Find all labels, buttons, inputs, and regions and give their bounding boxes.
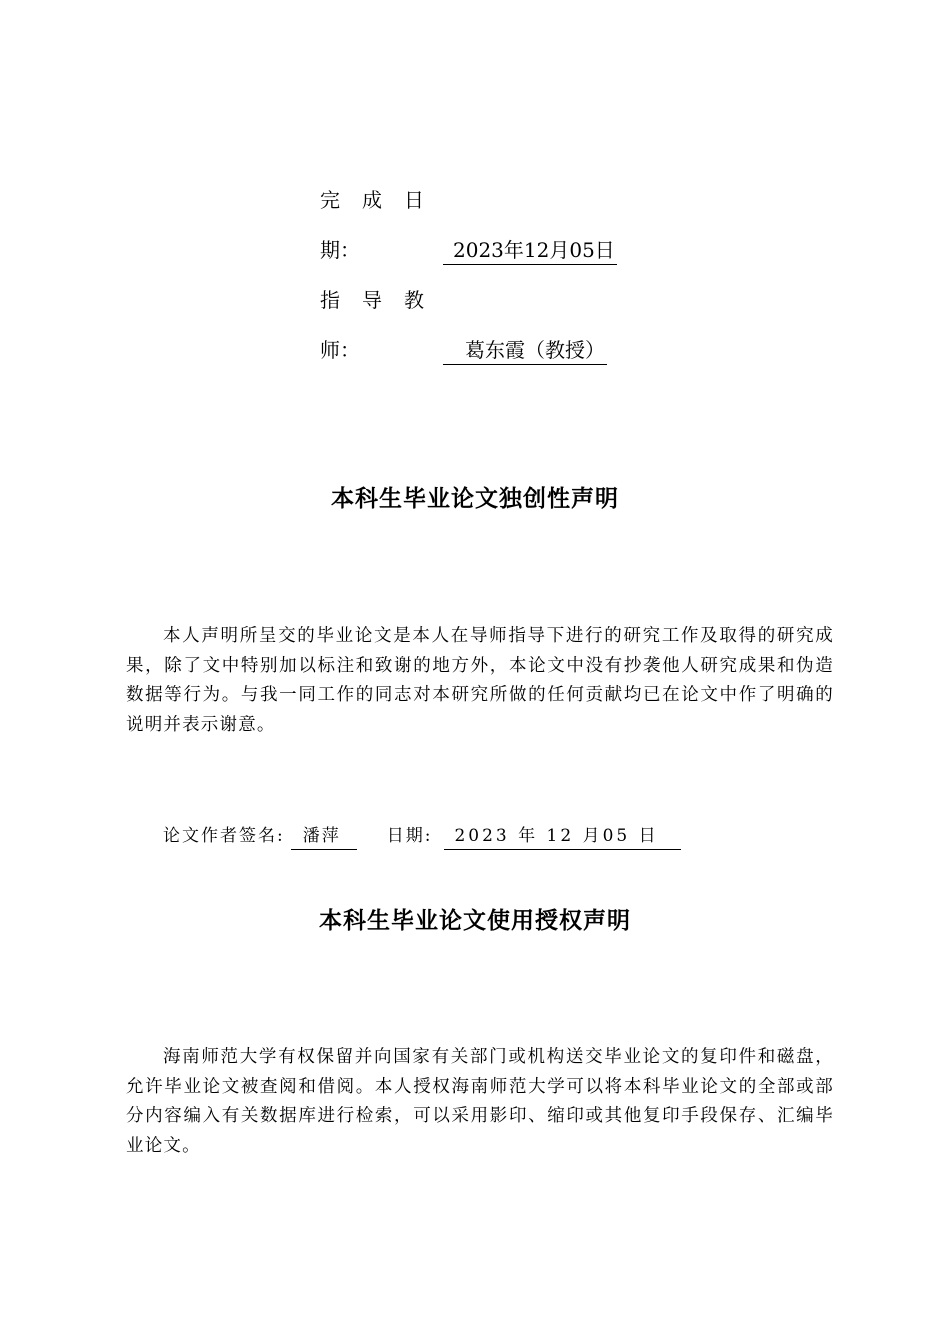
completion-date-label-line2 — [320, 236, 360, 264]
advisor-label-line1 — [320, 286, 446, 314]
signature-date-value: 2023 年 12 月05 日 — [444, 823, 680, 850]
originality-title: 本科生毕业论文独创性声明 — [331, 486, 619, 512]
authorization-body: 海南师范大学有权保留并向国家有关部门或机构送交毕业论文的复印件和磁盘，允许毕业论文被查阅和借阅。本人授权海南师范大学可以将本科毕业论文的全部或部分内容编入有关数据库进行检索，可以采用影印、缩印或其他复印手段保存、汇编毕业论文。 — [126, 1047, 834, 1156]
advisor-label: 指导教 — [320, 288, 446, 312]
completion-date-label-suffix: 期： — [320, 238, 360, 262]
advisor-label-line2 — [320, 336, 360, 364]
signature-row — [163, 823, 681, 850]
completion-date-label: 完成日 — [320, 188, 446, 212]
advisor-value: 葛东霞（教授） — [443, 336, 607, 365]
author-signature-label: 论文作者签名: — [163, 826, 285, 846]
completion-date-label-line1 — [320, 186, 446, 214]
signature-date-label: 日期: — [386, 826, 433, 846]
authorization-title: 本科生毕业论文使用授权声明 — [319, 908, 631, 934]
originality-body: 本人声明所呈交的毕业论文是本人在导师指导下进行的研究工作及取得的研究成果，除了文中特别加以标注和致谢的地方外，本论文中没有抄袭他人研究成果和伪造数据等行为。与我一同工作的同志对本研究所做的任何贡献均已在论文中作了明确的说明并表示谢意。 — [126, 626, 834, 735]
completion-date-value: 2023年12月05日 — [443, 236, 617, 265]
advisor-label-suffix: 师： — [320, 338, 360, 362]
author-signature-value: 潘萍 — [291, 823, 357, 850]
